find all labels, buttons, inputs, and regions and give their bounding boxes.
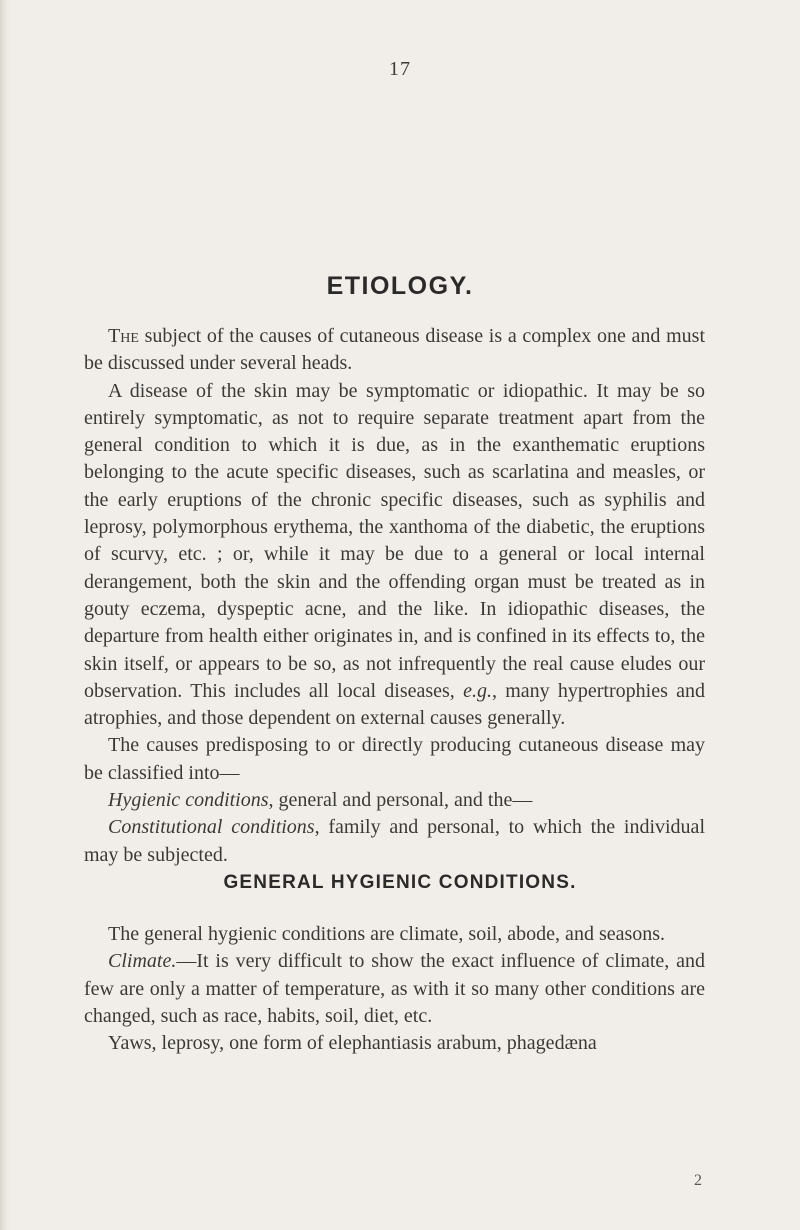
- paragraph-text: The causes predisposing to or directly producing cutaneous disease may be classified into—: [84, 734, 705, 784]
- paragraph-yaws: [84, 1030, 705, 1057]
- section-heading: GENERAL HYGIENIC CONDITIONS.: [223, 872, 577, 893]
- paragraph-text: A disease of the skin may be symptomatic or idiopathic. It may be so entirely symptomatic, as not to require separate treatment apart from the general condition to which it is due, as in the exanthematic eruptions belonging to the acute specific diseases, such as scarlatina and measles, or the early eruptions of the chronic specific diseases, such as syphilis and leprosy, polymorphous erythema, the xanthoma of the diabetic, the eruptions of scurvy, etc. ; or, while it may be due to a general or local internal derangement, both the skin and the offending organ must be treated as in gouty eczema, dyspeptic acne, and the like. In idiopathic diseases, the departure from health either originates in, and is confined in its effects to, the skin itself, or appears to be so, as not infrequently the real cause eludes our observation. This includes all local diseases,: [84, 379, 705, 702]
- text-block-hygienic: [84, 921, 705, 1057]
- paragraph-intro: [84, 323, 705, 378]
- paragraph-text: , many hypertrophies and atrophies, and those dependent on external causes generally.: [84, 679, 705, 730]
- paragraph-classification: [84, 732, 705, 787]
- paragraph-lead-word: The: [108, 325, 139, 347]
- italic-term: Constitutional conditions: [108, 816, 315, 839]
- italic-abbreviation: e.g.: [463, 679, 492, 702]
- page-binding-edge: [0, 0, 10, 1230]
- page-number: 17: [389, 58, 411, 80]
- paragraph-general-hygienic: [84, 921, 705, 948]
- paragraph-text: Yaws, leprosy, one form of elephantiasis arabum, phagedæna: [108, 1032, 597, 1055]
- text-block-intro: [84, 323, 705, 869]
- paragraph-constitutional: [84, 814, 705, 869]
- paragraph-hygienic: [84, 787, 705, 814]
- paragraph-text: subject of the causes of cutaneous disease is a complex one and must be discussed under several heads.: [84, 325, 705, 375]
- paragraph-text: , general and personal, and the—: [268, 789, 533, 812]
- italic-term: Climate.: [108, 950, 177, 973]
- paragraph-symptomatic-idiopathic: [84, 378, 705, 733]
- paragraph-text: , family and personal, to which the individual may be subjected.: [84, 816, 705, 866]
- paragraph-text: —It is very difficult to show the exact influence of climate, and few are only a matter of temperature, as with it so many other conditions are changed, such as race, habits, soil, diet, etc.: [84, 950, 705, 1027]
- paragraph-climate: [84, 948, 705, 1030]
- chapter-title: ETIOLOGY.: [326, 272, 474, 300]
- signature-mark: 2: [694, 1172, 702, 1189]
- paragraph-text: The general hygienic conditions are climate, soil, abode, and seasons.: [108, 923, 666, 945]
- italic-term: Hygienic conditions: [108, 789, 269, 812]
